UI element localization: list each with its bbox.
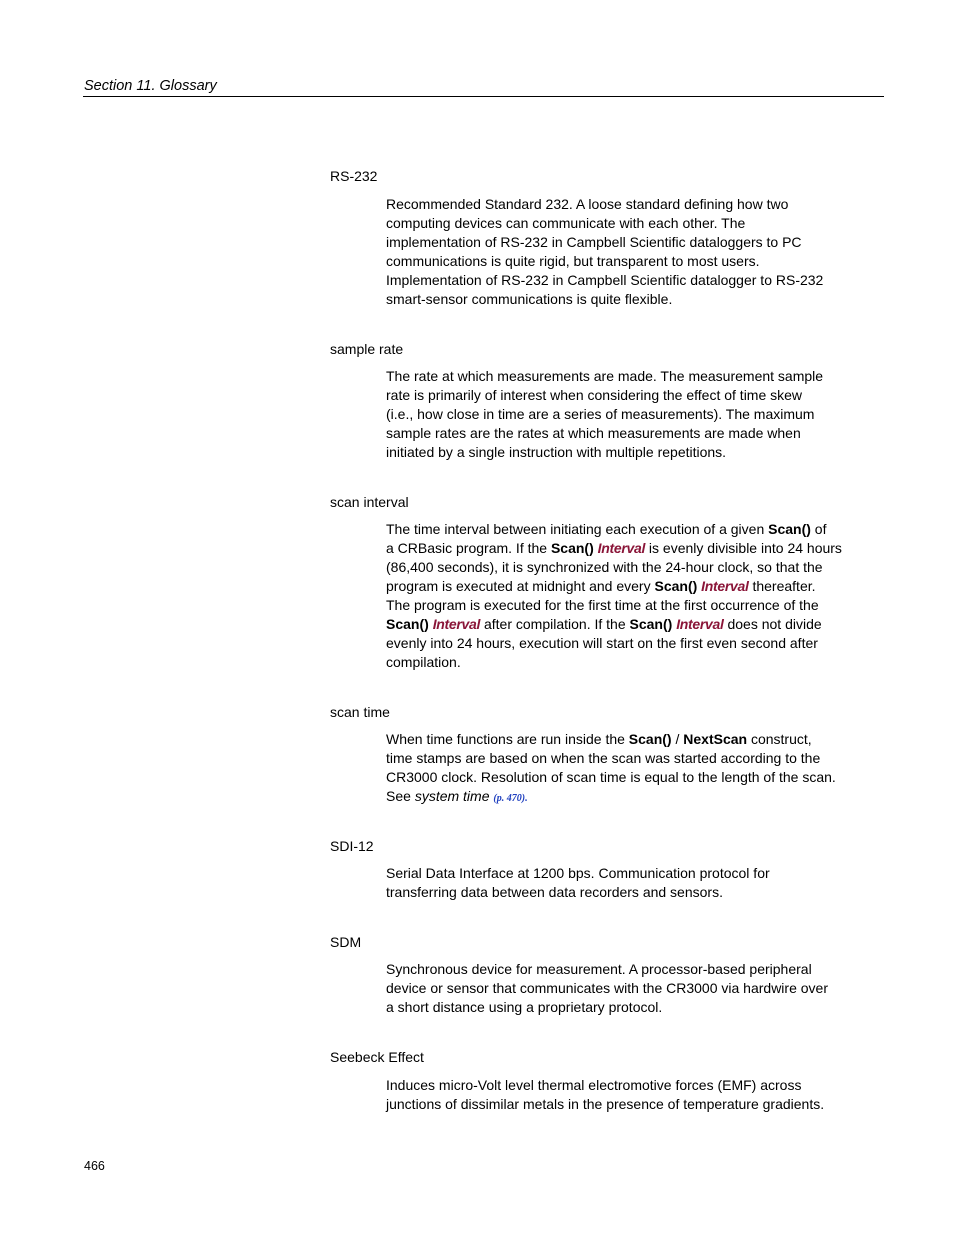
- page-number: 466: [84, 1159, 105, 1173]
- glossary-term: Seebeck Effect: [330, 1049, 424, 1065]
- text-fragment: The time interval between initiating each execution of a given: [386, 521, 769, 537]
- definition-line: The program is executed for the first time at the first occurrence of the: [386, 597, 819, 613]
- definition-line: [386, 520, 842, 539]
- definition-line: compilation.: [386, 654, 461, 670]
- definition-line: Implementation of RS-232 in Campbell Scientific datalogger to RS-232: [386, 272, 824, 288]
- parameter-name: Interval: [597, 540, 646, 556]
- code-keyword: Scan(): [386, 616, 429, 632]
- code-keyword: Scan(): [550, 540, 594, 556]
- definition-line: transferring data between data recorders and sensors.: [386, 884, 723, 900]
- definition-line: evenly into 24 hours, execution will start on the first even second after: [386, 635, 818, 651]
- definition-line: Recommended Standard 232. A loose standard defining how two: [386, 196, 789, 212]
- text-fragment: a CRBasic program. If the: [386, 540, 551, 556]
- glossary-definition: [386, 367, 823, 462]
- glossary-definition: [386, 730, 836, 806]
- definition-line: implementation of RS-232 in Campbell Scientific dataloggers to PC: [386, 234, 802, 250]
- glossary-term: sample rate: [330, 341, 404, 357]
- section-title: Section 11. Glossary: [84, 78, 217, 94]
- text-fragment: program is executed at midnight and every: [386, 578, 655, 594]
- text-fragment: thereafter.: [748, 578, 816, 594]
- glossary-definition: [386, 195, 823, 309]
- text-fragment: .: [525, 793, 528, 804]
- glossary-term: SDM: [330, 934, 362, 950]
- text-fragment: of: [810, 521, 827, 537]
- text-fragment: When time functions are run inside the: [386, 731, 629, 747]
- definition-line: [386, 787, 836, 806]
- page-reference-link[interactable]: (p. 470): [493, 793, 526, 804]
- definition-line: junctions of dissimilar metals in the presence of temperature gradients.: [386, 1096, 825, 1112]
- code-keyword: NextScan: [683, 731, 748, 747]
- text-fragment: construct,: [747, 731, 812, 747]
- definition-line: (86,400 seconds), it is synchronized with the 24-hour clock, so that the: [386, 559, 823, 575]
- definition-line: smart-sensor communications is quite flexible.: [386, 291, 673, 307]
- text-fragment: is evenly divisible into 24 hours: [645, 540, 842, 556]
- definition-line: device or sensor that communicates with the CR3000 via hardwire over: [386, 980, 828, 996]
- glossary-term: RS-232: [330, 168, 378, 184]
- definition-line: The rate at which measurements are made. The measurement sample: [386, 368, 824, 384]
- definition-line: sample rates are the rates at which measurements are made when: [386, 425, 801, 441]
- definition-line: rate is primarily of interest when considering the effect of time skew: [386, 387, 803, 403]
- definition-line: initiated by a single instruction with multiple repetitions.: [386, 444, 727, 460]
- glossary-definition: [386, 864, 770, 902]
- glossary-term: scan time: [330, 704, 390, 720]
- text-fragment: /: [671, 731, 684, 747]
- definition-line: CR3000 clock. Resolution of scan time is equal to the length of the scan.: [386, 769, 836, 785]
- definition-line: communications is quite rigid, but transparent to most users.: [386, 253, 760, 269]
- parameter-name: Interval: [701, 578, 749, 594]
- definition-line: Serial Data Interface at 1200 bps. Communication protocol for: [386, 865, 770, 881]
- text-fragment: after compilation. If the: [480, 616, 630, 632]
- definition-line: Synchronous device for measurement. A processor-based peripheral: [386, 961, 812, 977]
- definition-line: [386, 730, 836, 749]
- definition-line: computing devices can communicate with each other. The: [386, 215, 746, 231]
- definition-line: a short distance using a proprietary protocol.: [386, 999, 663, 1015]
- definition-line: [386, 577, 842, 596]
- code-keyword: Scan(): [768, 521, 811, 537]
- page-header: [83, 76, 884, 97]
- parameter-name: Interval: [676, 616, 724, 632]
- glossary-term: scan interval: [330, 494, 409, 510]
- definition-line: [386, 539, 842, 558]
- definition-line: [386, 615, 842, 634]
- glossary-definition: [386, 520, 842, 672]
- glossary-definition: [386, 1076, 824, 1114]
- definition-line: (i.e., how close in time are a series of measurements). The maximum: [386, 406, 815, 422]
- glossary-definition: [386, 960, 828, 1017]
- code-keyword: Scan(): [628, 731, 672, 747]
- text-fragment: does not divide: [723, 616, 822, 632]
- parameter-name: Interval: [432, 616, 481, 632]
- code-keyword: Scan(): [629, 616, 673, 632]
- definition-line: time stamps are based on when the scan was started according to the: [386, 750, 821, 766]
- code-keyword: Scan(): [654, 578, 698, 594]
- cross-reference-term: system time: [414, 788, 490, 804]
- text-fragment: See: [386, 788, 415, 804]
- definition-line: Induces micro-Volt level thermal electromotive forces (EMF) across: [386, 1077, 802, 1093]
- glossary-term: SDI-12: [330, 838, 374, 854]
